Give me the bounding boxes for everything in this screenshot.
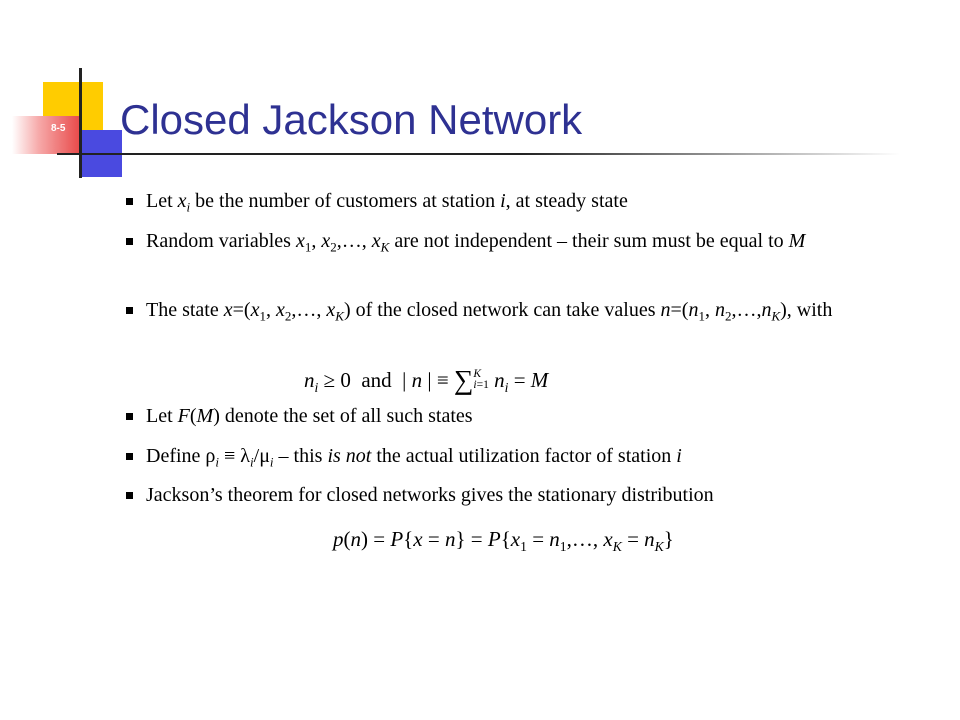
bullet-item: Define $\rho_i \equiv \lambda_i/\mu_i$ – this is not the actual utilization factor of station i [146,443,916,469]
bullet-item: Let F(M) denote the set of all such states [146,403,916,429]
bullet-item: Let $x_i$ be the number of customers at station i, at steady state [146,188,916,214]
slide-number: 8-5 [51,123,66,134]
bullet-item: Jackson’s theorem for closed networks gives the stationary distribution [146,482,916,508]
bullet-marker [126,238,133,245]
bullet-item: Random variables $x_1$, $x_2,\dots$, $x_K$ are not independent – their sum must be equal to M [146,228,916,254]
bullet-marker [126,492,133,499]
bullet-marker [126,453,133,460]
stationary-distribution-equation: $p(n) = P\{x = n\} = P\{x_1$ = $n_1,\dots$, $x_K = n_K$} [333,527,674,554]
constraint-equation: $n_i \ge 0$ and | n | ≡ ∑ K i=1 $n_i = M$ [304,365,549,395]
bullet-marker [126,413,133,420]
bullet-item: The state $x=(x_1$, $x_2,\dots$, $x_K$) of the closed network can take values $n=(n_1$, $n_2,\dots,n_K$), with [146,297,916,323]
slide-title: Closed Jackson Network [120,96,583,143]
bullet-marker [126,198,133,205]
bullet-marker [126,307,133,314]
